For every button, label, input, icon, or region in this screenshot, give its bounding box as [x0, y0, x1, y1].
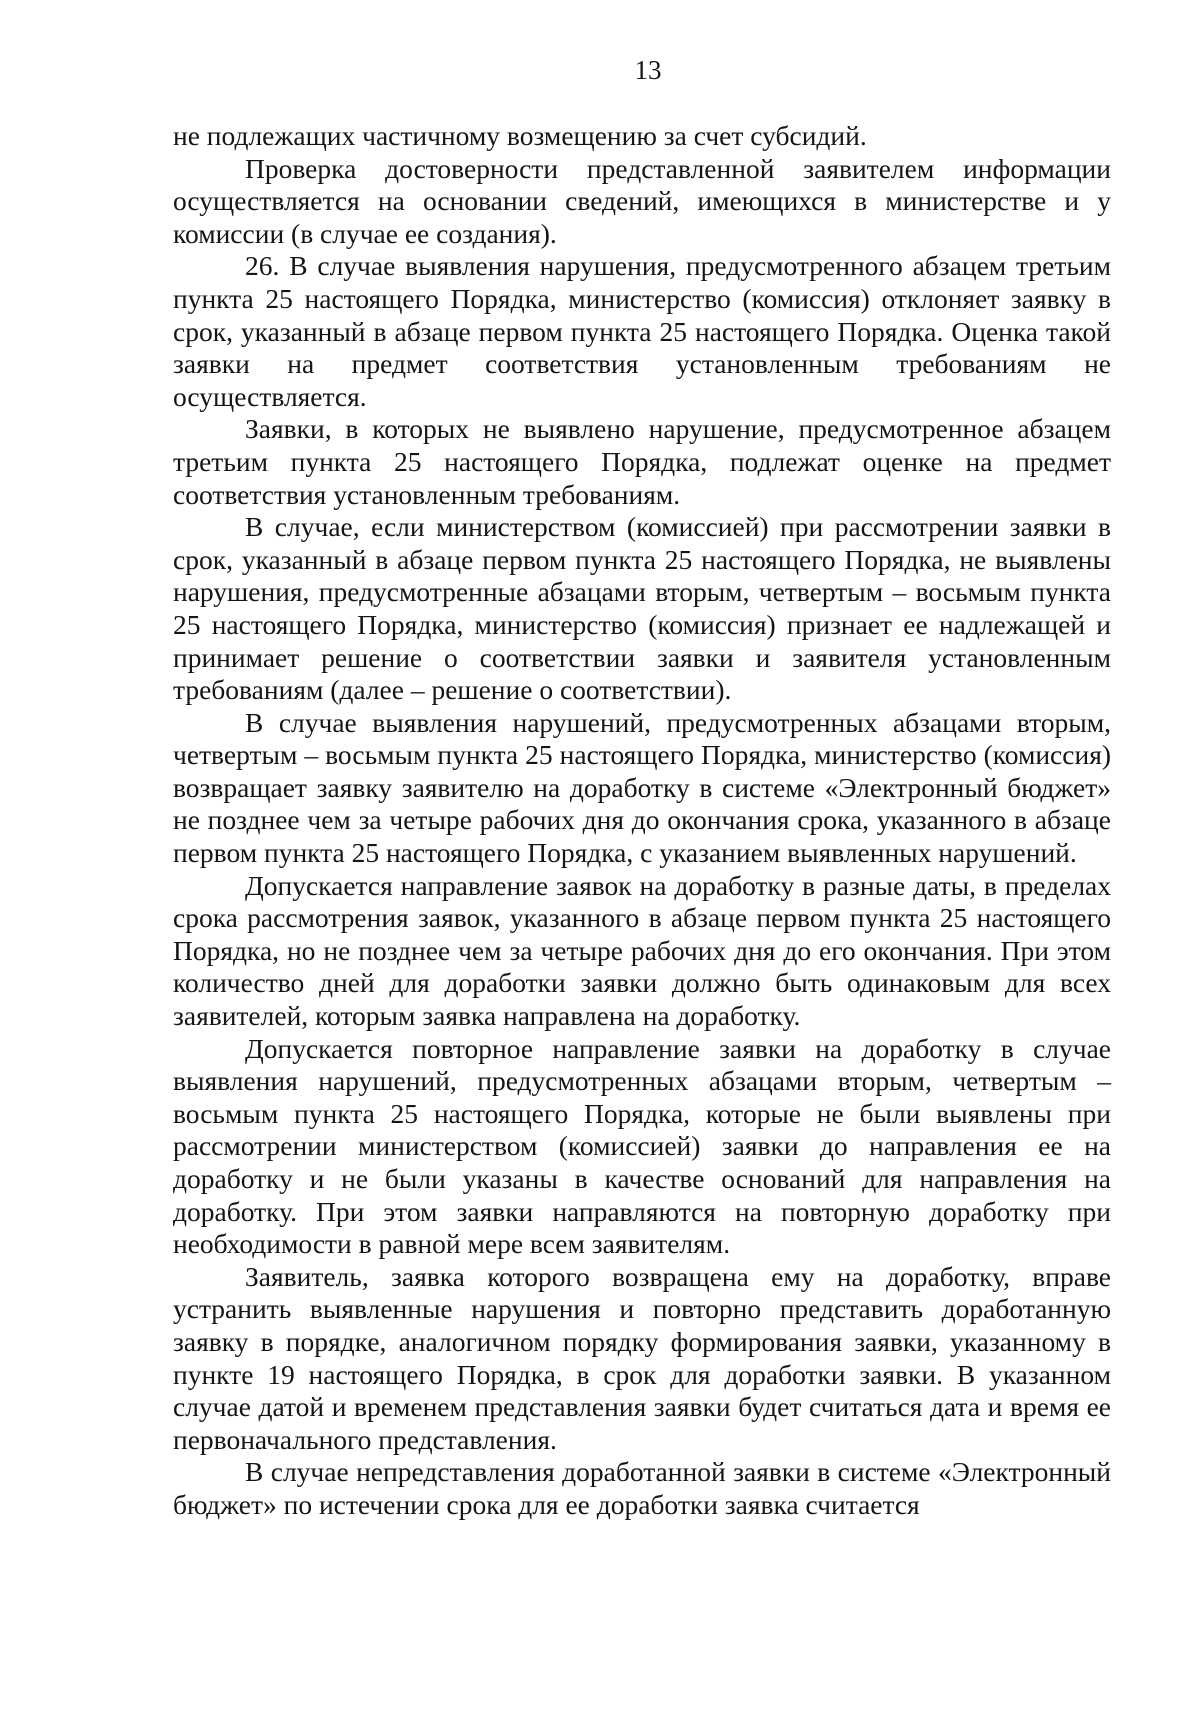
paragraph: В случае выявления нарушений, предусмотренных абзацами вторым, четвертым – восьмым пункта 25 настоящего Порядка, министерство (комиссия) возвращает заявку заявителю на доработку в системе «Электронный бюджет» не позднее чем за четыре рабочих дня до окончания срока, указанного в абзаце первом пункта 25 настоящего Порядка, с указанием выявленных нарушений. [173, 706, 1111, 869]
paragraph-clause-26: 26. В случае выявления нарушения, предусмотренного абзацем третьим пункта 25 настоящего Порядка, министерство (комиссия) отклоняет заявку в срок, указанный в абзаце первом пункта 25 настоящего Порядка. Оценка такой заявки на предмет соответствия установленным требованиям не осуществляется. [173, 250, 1111, 412]
paragraph-continuation: не подлежащих частичному возмещению за счет субсидий. [173, 120, 867, 151]
paragraph: В случае, если министерством (комиссией) при рассмотрении заявки в срок, указанный в абзаце первом пункта 25 настоящего Порядка, не выявлены нарушения, предусмотренные абзацами вторым, четвертым – восьмым пункта 25 настоящего Порядка, министерство (комиссия) признает ее надлежащей и принимает решение о соответствии заявки и заявителя установленным требованиям (далее – решение о соответствии). [173, 511, 1111, 706]
paragraph: Заявки, в которых не выявлено нарушение, предусмотренное абзацем третьим пункта 25 настоящего Порядка, подлежат оценке на предмет соответствия установленным требованиям. [173, 413, 1111, 510]
paragraph: Допускается направление заявок на доработку в разные даты, в пределах срока рассмотрения заявок, указанного в абзаце первом пункта 25 настоящего Порядка, но не позднее чем за четыре рабочих дня до его окончания. При этом количество дней для доработки заявки должно быть одинаковым для всех заявителей, которым заявка направлена на доработку. [173, 869, 1111, 1032]
paragraph: Заявитель, заявка которого возвращена ему на доработку, вправе устранить выявленные нарушения и повторно представить доработанную заявку в порядке, аналогичном порядку формирования заявки, указанному в пункте 19 настоящего Порядка, в срок для доработки заявки. В указанном случае датой и временем представления заявки будет считаться дата и время ее первоначального представления. [173, 1260, 1111, 1455]
paragraph: Проверка достоверности представленной заявителем информации осуществляется на основании сведений, имеющихся в министерстве и у комиссии (в случае ее создания). [173, 152, 1111, 249]
page-number: 13 [634, 55, 662, 85]
document-body [173, 120, 1111, 1522]
paragraph: Допускается повторное направление заявки на доработку в случае выявления нарушений, предусмотренных абзацами вторым, четвертым – восьмым пункта 25 настоящего Порядка, которые не были выявлены при рассмотрении министерством (комиссией) заявки до направления ее на доработку и не были указаны в качестве оснований для направления на доработку. При этом заявки направляются на повторную доработку при необходимости в равной мере всем заявителям. [173, 1032, 1111, 1260]
paragraph-continued: В случае непредставления доработанной заявки в системе «Электронный бюджет» по истечении срока для ее доработки заявка считается [173, 1456, 1111, 1520]
